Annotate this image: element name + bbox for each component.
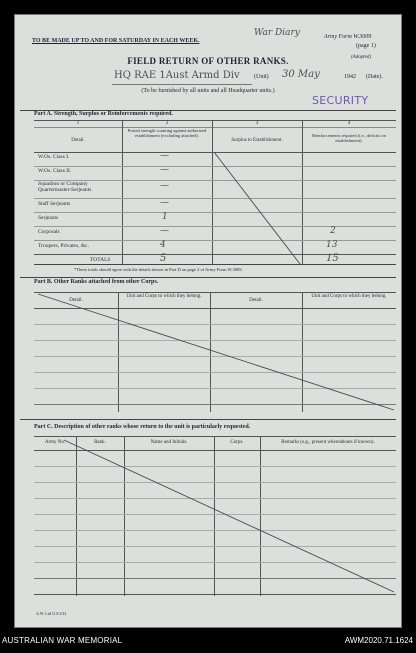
col-num-2: 2 <box>165 121 169 126</box>
row-posted: 4 <box>160 240 166 250</box>
print-code: A.W. Ltd 11A 5/41 <box>36 611 67 616</box>
row-detail: Staff Serjeants <box>38 201 71 207</box>
archive-footer <box>0 628 416 653</box>
part-a-table <box>34 120 396 265</box>
unit-underline <box>112 84 252 85</box>
row-detail: W.Os. Class II. <box>38 168 72 174</box>
col-num-4: 4 <box>347 121 351 126</box>
form-pages: (page 1) <box>356 43 376 49</box>
part-a-title: Part A. Strength, Surplus or Reinforcements required. <box>34 111 173 117</box>
row-reinforcements: 13 <box>326 240 338 250</box>
row-detail: Serjeants <box>38 215 59 221</box>
col-num-3: 3 <box>255 121 259 126</box>
form-page <box>14 14 402 628</box>
c-header-corps: Corps. <box>230 440 244 445</box>
handwritten-war-diary: War Diary <box>254 28 300 38</box>
c-header-army-no: Army No. <box>44 440 66 445</box>
date-label: (Date). <box>366 74 383 80</box>
part-c-title: Part C. Description of other ranks whose return to the unit is particularly requested. <box>34 424 251 430</box>
unit-handwritten: HQ RAE 1Aust Armd Div <box>114 70 240 81</box>
b-header-unit-corps: Unit and Corps to which they belong. <box>126 294 202 299</box>
part-c-table <box>34 436 396 596</box>
surplus-strike-line <box>212 152 302 265</box>
part-b-top-rule <box>20 277 396 278</box>
c-header-rank: Rank. <box>94 440 106 445</box>
footer-institution: AUSTRALIAN WAR MEMORIAL <box>2 636 123 645</box>
row-posted: — <box>160 151 169 161</box>
part-b-title: Part B. Other Ranks attached from other Corps. <box>34 279 159 285</box>
row-detail: Squadron or Company Quartermaster-Serjeants <box>38 181 92 194</box>
c-header-name: Name and Initials. <box>150 440 188 445</box>
adopted-note: (Adopted) <box>351 55 371 60</box>
date-handwritten: 30 May <box>282 69 320 80</box>
row-detail: Troopers, Privates, &c. <box>38 243 89 249</box>
row-posted: — <box>160 226 169 236</box>
header-surplus: Surplus to Establishment. <box>231 138 283 143</box>
row-posted: — <box>160 181 169 191</box>
part-b-table <box>34 292 396 412</box>
year: 1942 <box>344 74 356 80</box>
row-posted: — <box>160 198 169 208</box>
footer-accession-number: AWM2020.71.1624 <box>344 636 413 645</box>
row-detail: W.Os. Class I. <box>38 154 70 160</box>
form-number: Army Form W.3009 <box>324 34 372 40</box>
col-num-1: 1 <box>76 121 80 126</box>
security-stamp: SECURITY <box>312 94 369 107</box>
row-reinforcements: 2 <box>330 226 336 236</box>
row-posted: — <box>160 165 169 175</box>
part-c-top-rule <box>20 419 396 420</box>
part-b-strike-line <box>34 292 396 412</box>
part-c-strike-line <box>34 436 396 596</box>
row-detail: Corporals <box>38 229 60 235</box>
unit-label: (Unit) <box>254 74 269 80</box>
b-header-unit-corps-2: Unit and Corps to which they belong. <box>311 294 387 299</box>
part-a-note: *These totals should agree with the details shown in Part D on page 2 of Army Form W.3009. <box>74 267 243 272</box>
header-reinforcements: Reinforcements required (i.e., deficits on establishment). <box>312 133 386 143</box>
row-posted: 1 <box>162 212 168 222</box>
b-header-detail-2: Detail. <box>249 298 263 303</box>
furnish-note: (To be furnished by all units and all Headquarter units.) <box>141 88 275 94</box>
totals-label: TOTALS <box>90 257 111 263</box>
top-note: TO BE MADE UP TO AND FOR SATURDAY IN EACH WEEK. <box>32 38 200 44</box>
form-title: FIELD RETURN OF OTHER RANKS. <box>127 56 289 66</box>
totals-posted: 5 <box>160 253 167 264</box>
header-detail: Detail. <box>71 138 85 143</box>
c-header-remarks: Remarks (e.g., present whereabouts if known). <box>281 440 375 445</box>
header-posted-strength: Posted strength counting against authorized establishment (excluding attached). <box>127 128 207 138</box>
b-header-detail: Detail. <box>69 298 83 303</box>
totals-reinforcements: 15 <box>326 253 339 264</box>
